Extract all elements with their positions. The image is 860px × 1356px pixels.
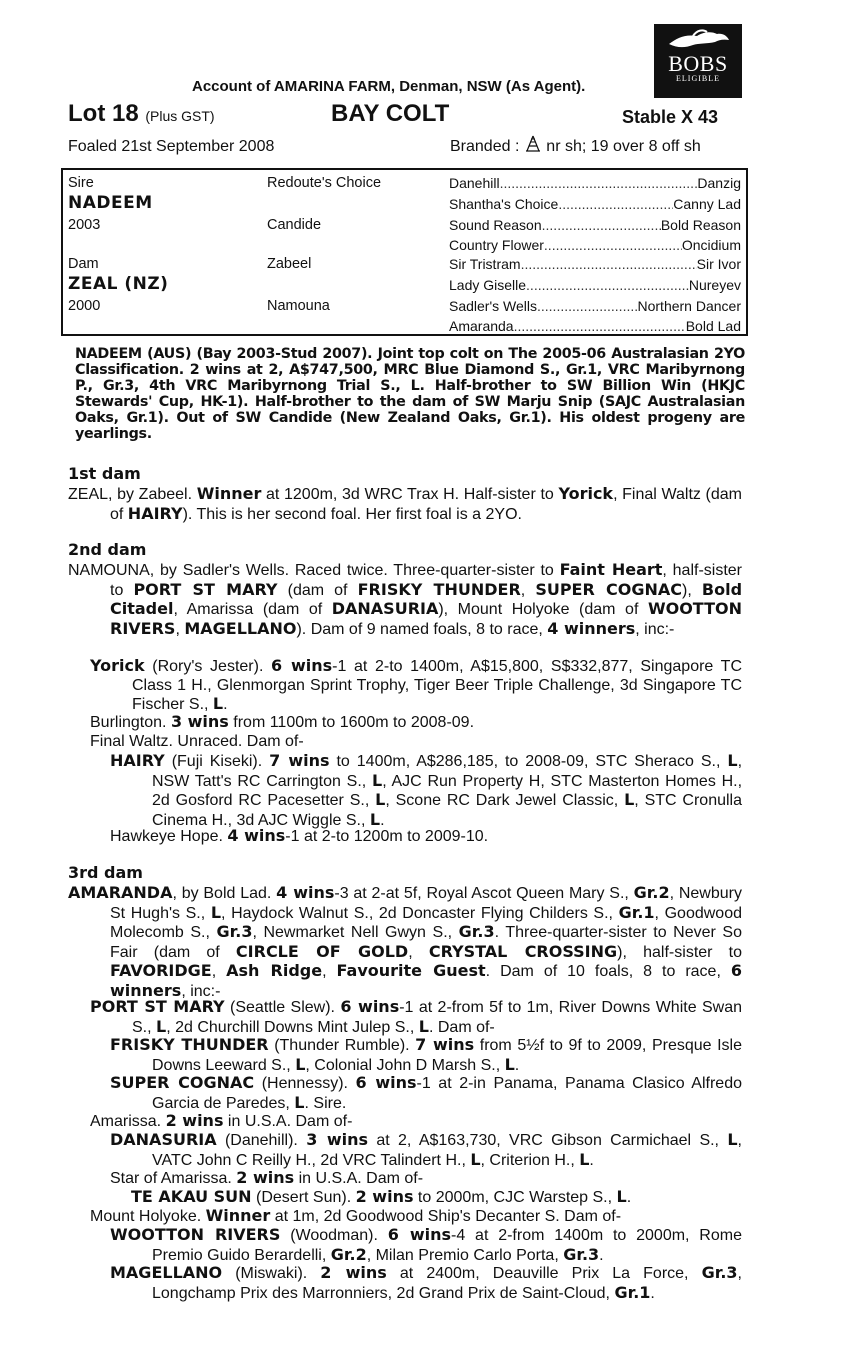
gp-horse: Sadler's Wells — [449, 298, 537, 314]
text-run: Winner — [205, 1206, 271, 1225]
gp-horse: Sound Reason — [449, 217, 542, 233]
text-run: L — [375, 790, 386, 809]
text-run: AMARANDA — [68, 883, 173, 902]
text-run: 6 wins — [271, 656, 333, 675]
star-of-amarissa-entry — [110, 1169, 742, 1189]
danasuria-entry — [110, 1131, 742, 1170]
text-run: WOOTTON RIVERS — [110, 599, 742, 638]
text-run: Faint Heart — [559, 560, 663, 579]
leader-dots — [521, 256, 697, 273]
yorick-entry — [90, 657, 742, 715]
text-run: -1 at 2-to 1400m, A$15,800, S$332,877, Singapore TC Class 1 H., Glenmorgan Sprint Trophy, Tiger Beer Triple Challenge, 3d Singapore TC Fischer S., — [132, 658, 743, 713]
text-run: Gr.3 — [458, 922, 495, 941]
text-run: -1 at 2-in Panama, Panama Clasico Alfredo Garcia de Paredes, — [152, 1075, 743, 1112]
brand-mark-icon — [524, 135, 542, 153]
amarissa-entry — [90, 1112, 742, 1132]
text-run: from 5½f to 9f to 2009, Presque Isle Downs Leeward S., — [152, 1037, 742, 1074]
text-run: Winner — [196, 484, 262, 503]
text-run: , Newmarket Nell Gwyn S., — [252, 924, 459, 941]
text-run: to 1400m, A$286,185, to 2008-09, STC Sheraco S., — [329, 753, 728, 770]
dam-sire: Zabeel — [267, 256, 312, 272]
dam-label: Dam — [68, 256, 99, 272]
text-run: . — [223, 696, 228, 713]
text-run: Hawkeye Hope. — [110, 828, 228, 845]
first-dam-heading: 1st dam — [68, 464, 141, 483]
text-run: ), Mount Holyoke (dam of — [438, 601, 648, 618]
text-run: . — [626, 1189, 632, 1206]
text-run: SUPER COGNAC — [535, 579, 683, 599]
text-run: 2 wins — [320, 1263, 387, 1282]
text-run: DANASURIA — [110, 1130, 217, 1149]
sire-sire: Redoute's Choice — [267, 175, 382, 191]
text-run: . — [380, 811, 385, 829]
text-run: ). Dam of 9 named foals, 8 to race, — [296, 620, 548, 638]
sire-year: 2003 — [68, 217, 101, 233]
text-run: , — [520, 581, 536, 599]
frisky-thunder-entry — [110, 1036, 742, 1075]
leader-dots — [500, 175, 698, 192]
text-run: Yorick — [558, 484, 614, 503]
text-run: , — [175, 620, 185, 638]
lot-label: Lot 18 — [68, 100, 139, 127]
text-run: at 1200m, 3d WRC Trax H. Half-sister to — [261, 486, 559, 503]
text-run: . — [589, 1151, 594, 1169]
text-run: 2 wins — [236, 1168, 295, 1187]
te-akau-sun-entry — [131, 1188, 742, 1208]
dam-dam: Namouna — [267, 298, 330, 314]
text-run: CRYSTAL CROSSING — [428, 941, 618, 961]
text-run: L — [294, 1092, 305, 1112]
second-dam-heading: 2nd dam — [68, 540, 147, 559]
hairy-entry — [110, 752, 742, 830]
text-run: . — [650, 1284, 655, 1302]
gp-horse: Lady Giselle — [449, 277, 527, 293]
text-run: Bold Citadel — [110, 579, 743, 618]
grandparent-row — [449, 256, 741, 273]
text-run: 7 wins — [269, 751, 330, 770]
leader-dots — [526, 277, 689, 294]
text-run: , Milan Premio Carlo Porta, — [366, 1246, 564, 1264]
sire-summary: NADEEM (AUS) (Bay 2003-Stud 2007). Joint top colt on The 2005-06 Australasian 2YO Classification. 2 wins at 2, A$747,500, MRC Blue Diamond S., Gr.1, VRC Maribyrnong P., Gr.3, 4th VRC Maribyrnong Trial S., L. Half-brother to SW Billion Win (HKJC Stewards' Cup, HK-1). Half-brother to the dam of SW Marju Snip (SAJC Australasian Oaks, Gr.1). Out of SW Candide (New Zealand Oaks, Gr.1). His oldest progeny are yearlings. — [75, 346, 745, 442]
text-run: HAIRY — [110, 751, 165, 770]
text-run: L — [371, 770, 383, 790]
bobs-eligible-logo — [654, 24, 742, 98]
text-run: PORT ST MARY — [90, 997, 225, 1016]
text-run: FRISKY THUNDER — [110, 1035, 269, 1054]
text-run: Gr.1 — [614, 1282, 651, 1302]
text-run: -3 at 2-at 5f, Royal Ascot Queen Mary S., — [334, 885, 634, 902]
text-run: . Dam of 10 foals, 8 to race, — [485, 963, 731, 980]
sire-name: NADEEM — [68, 193, 153, 213]
text-run: , 2d Churchill Downs Mint Julep S., — [166, 1018, 419, 1036]
port-st-mary-entry — [90, 998, 742, 1037]
text-run: 6 wins — [355, 1073, 417, 1092]
gst-note: (Plus GST) — [145, 108, 215, 124]
leader-dots — [558, 196, 673, 213]
gp-sire: Nureyev — [688, 277, 741, 293]
text-run: ). This is her second foal. Her first foal is a 2YO. — [182, 505, 522, 523]
text-run: 3 wins — [306, 1130, 368, 1149]
text-run: Mount Holyoke. — [90, 1208, 206, 1225]
grandparent-row — [449, 217, 741, 234]
text-run: , — [211, 963, 227, 980]
first-dam-text — [68, 485, 742, 524]
text-run: FAVORIDGE — [110, 961, 212, 980]
text-run: , — [322, 963, 337, 980]
text-run: 6 wins — [387, 1225, 452, 1244]
final-waltz-entry: Final Waltz. Unraced. Dam of- — [90, 733, 304, 750]
branded-text: nr sh; 19 over 8 off sh — [546, 138, 701, 155]
text-run: CIRCLE OF GOLD — [235, 941, 409, 961]
text-run: NAMOUNA, by Sadler's Wells. Raced twice. Three-quarter-sister to — [68, 562, 560, 579]
grandparent-row — [449, 298, 741, 315]
text-run: L — [470, 1149, 481, 1169]
text-run: ), — [682, 581, 702, 599]
text-run: MAGELLANO — [110, 1263, 223, 1282]
gp-horse: Sir Tristram — [449, 256, 521, 272]
leader-dots — [542, 217, 661, 234]
foaled-date: Foaled 21st September 2008 — [68, 138, 275, 155]
text-run: 2 wins — [355, 1187, 414, 1206]
logo-sub: ELIGIBLE — [676, 74, 720, 83]
text-run: L — [369, 809, 381, 829]
magellano-entry — [110, 1264, 742, 1303]
text-run: L — [727, 1130, 738, 1149]
text-run: , inc:- — [635, 620, 675, 638]
text-run: -4 at 2-from 1400m to 2000m, Rome Premio Guido Berardelli, — [152, 1227, 742, 1264]
text-run: (Woodman). — [280, 1227, 388, 1244]
text-run: ZEAL, by Zabeel. — [68, 486, 197, 503]
leader-dots — [537, 298, 638, 315]
text-run: (Thunder Rumble). — [268, 1037, 416, 1054]
text-run: FRISKY THUNDER — [357, 579, 521, 599]
text-run: (Seattle Slew). — [224, 999, 341, 1016]
text-run: Gr.2 — [330, 1244, 367, 1264]
text-run: Ash Ridge — [226, 961, 323, 980]
text-run: , Scone RC Dark Jewel Classic, — [385, 792, 625, 809]
text-run: at 2, A$163,730, VRC Gibson Carmichael S., — [368, 1132, 728, 1149]
gp-horse: Shantha's Choice — [449, 196, 559, 212]
lot-title: BAY COLT — [331, 100, 450, 127]
text-run: Gr.2 — [633, 883, 670, 902]
text-run: , Criterion H., — [480, 1151, 580, 1169]
text-run: , Colonial John D Marsh S., — [305, 1056, 505, 1074]
text-run: TE AKAU SUN — [131, 1187, 252, 1206]
gp-sire: Northern Dancer — [637, 298, 741, 314]
text-run: to 2000m, CJC Warstep S., — [413, 1189, 617, 1206]
text-run: Amarissa. — [90, 1113, 166, 1130]
text-run: from 1100m to 1600m to 2008-09. — [228, 714, 475, 731]
text-run: in U.S.A. Dam of- — [223, 1113, 353, 1130]
text-run: 7 wins — [415, 1035, 475, 1054]
text-run: Gr.3 — [563, 1244, 600, 1264]
text-run: , Longchamp Prix des Marronniers, 2d Grand Prix de Saint-Cloud, — [152, 1265, 742, 1302]
sire-dam: Candide — [267, 217, 322, 233]
text-run: L — [210, 902, 222, 922]
text-run: Star of Amarissa. — [110, 1170, 237, 1187]
text-run: (dam of — [277, 581, 358, 599]
burlington-entry — [90, 713, 742, 733]
hawkeye-hope-entry — [110, 827, 742, 847]
text-run: 6 winners — [110, 961, 743, 1000]
logo-name: BOBS — [668, 51, 728, 76]
text-run: , Newbury St Hugh's S., — [110, 885, 742, 922]
text-run: , inc:- — [181, 982, 221, 1000]
text-run: . Dam of- — [428, 1018, 495, 1036]
text-run: . — [514, 1056, 520, 1074]
grandparent-row — [449, 318, 741, 335]
third-dam-text — [68, 884, 742, 1001]
text-run: L — [156, 1016, 167, 1036]
gp-sire: Oncidium — [681, 237, 741, 253]
text-run: at 2400m, Deauville Prix La Force, — [386, 1265, 702, 1282]
stable-number: Stable X 43 — [622, 107, 719, 127]
text-run: . — [599, 1246, 604, 1264]
text-run: 6 wins — [340, 997, 400, 1016]
dam-name: ZEAL (NZ) — [68, 274, 169, 294]
vendor-account: Account of AMARINA FARM, Denman, NSW (As Agent). — [192, 78, 586, 95]
text-run: in U.S.A. Dam of- — [294, 1170, 424, 1187]
text-run: Gr.1 — [618, 902, 655, 922]
text-run: L — [418, 1016, 429, 1036]
text-run: , Goodwood Molecomb S., — [110, 904, 742, 941]
text-run: ), half-sister to — [617, 943, 743, 961]
pedigree-table — [61, 168, 748, 336]
text-run: , VATC John C Reilly H., 2d VRC Talindert H., — [152, 1132, 742, 1169]
text-run: L — [295, 1054, 306, 1074]
gp-sire: Bold Lad — [685, 318, 741, 334]
super-cognac-entry — [110, 1074, 742, 1113]
branded-label: Branded : — [450, 138, 520, 155]
text-run: 4 wins — [227, 826, 286, 845]
text-run: L — [727, 751, 738, 770]
text-run: (Miswaki). — [222, 1265, 321, 1282]
text-run: WOOTTON RIVERS — [110, 1225, 281, 1244]
gp-sire: Bold Reason — [660, 217, 741, 233]
text-run: PORT ST MARY — [133, 579, 278, 599]
text-run: (Desert Sun). — [251, 1189, 356, 1206]
grandparent-row — [449, 277, 741, 294]
text-run: , STC Cronulla Cinema H., 3d AJC Wiggle S., — [152, 792, 742, 829]
text-run: L — [504, 1054, 515, 1074]
text-run: , Amarissa (dam of — [173, 601, 332, 618]
text-run: Yorick — [90, 656, 145, 675]
gp-sire: Canny Lad — [673, 196, 741, 212]
text-run: Gr.3 — [216, 922, 253, 941]
text-run: HAIRY — [127, 503, 183, 523]
sire-label: Sire — [68, 175, 94, 191]
brand-info — [450, 135, 701, 156]
grandparent-row — [449, 175, 741, 192]
text-run: SUPER COGNAC — [110, 1073, 255, 1092]
dam-year: 2000 — [68, 298, 101, 314]
text-run: at 1m, 2d Goodwood Ship's Decanter S. Dam of- — [270, 1208, 622, 1225]
text-run: 4 wins — [276, 883, 335, 902]
gp-sire: Sir Ivor — [696, 256, 741, 272]
text-run: Gr.3 — [701, 1263, 738, 1282]
text-run: 2 wins — [165, 1111, 224, 1130]
text-run: MAGELLANO — [184, 618, 297, 638]
text-run: (Fuji Kiseki). — [164, 753, 270, 770]
text-run: (Danehill). — [216, 1132, 307, 1149]
wootton-rivers-entry — [110, 1226, 742, 1265]
grandparent-row — [449, 196, 741, 213]
second-dam-text — [68, 561, 742, 639]
text-run: (Hennessy). — [254, 1075, 356, 1092]
text-run: 3 wins — [170, 712, 229, 731]
text-run: L — [624, 790, 635, 809]
leader-dots — [544, 237, 682, 254]
lot-number — [68, 100, 215, 128]
gp-horse: Amaranda — [449, 318, 514, 334]
text-run: L — [212, 694, 224, 713]
text-run: , half-sister to — [110, 562, 742, 599]
text-run: , by Bold Lad. — [172, 885, 277, 902]
text-run: -1 at 2-from 5f to 1m, River Downs White Swan S., — [132, 999, 742, 1036]
leader-dots — [514, 318, 686, 335]
text-run: , NSW Tatt's RC Carrington S., — [152, 753, 743, 790]
gp-horse: Danehill — [449, 175, 500, 191]
text-run: , AJC Run Property H, STC Masterton Homes H., 2d Gosford RC Pacesetter S., — [152, 772, 743, 809]
text-run: L — [579, 1149, 590, 1169]
third-dam-heading: 3rd dam — [68, 863, 143, 882]
gp-horse: Country Flower — [449, 237, 544, 253]
text-run: Burlington. — [90, 714, 171, 731]
text-run: (Rory's Jester). — [144, 658, 272, 675]
text-run: . Sire. — [304, 1094, 347, 1112]
text-run: , Final Waltz (dam of — [110, 486, 743, 523]
text-run: -1 at 2-to 1200m to 2009-10. — [285, 828, 489, 845]
text-run: . Three-quarter-sister to Never So Fair (dam of — [110, 924, 742, 961]
mount-holyoke-entry — [90, 1207, 742, 1227]
grandparent-row — [449, 237, 741, 254]
text-run: L — [616, 1187, 627, 1206]
text-run: DANASURIA — [331, 599, 439, 618]
text-run: 4 winners — [547, 618, 636, 638]
text-run: , — [408, 943, 429, 961]
text-run: , Haydock Walnut S., 2d Doncaster Flying Childers S., — [221, 904, 619, 922]
text-run: Favourite Guest — [336, 961, 486, 980]
gp-sire: Danzig — [697, 175, 741, 191]
